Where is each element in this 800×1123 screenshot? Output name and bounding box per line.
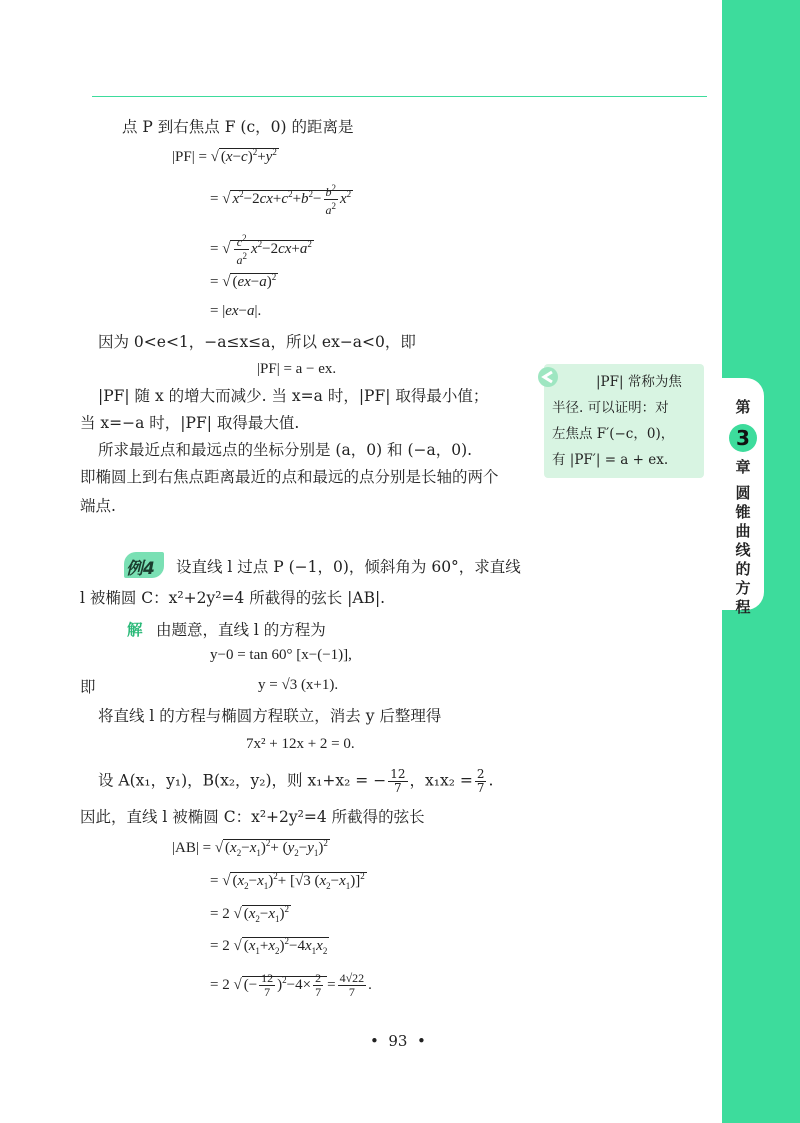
final-denominator: 7 [348, 985, 355, 999]
ab-frac-den-2: 7 [315, 985, 322, 999]
example-badge [124, 552, 164, 578]
equation-result: |PF| = a − ex. [257, 361, 337, 377]
note-line-3: 左焦点 F′(−c，0)， [552, 426, 675, 442]
equation-line-a: y−0 = tan 60° [x−(−1)], [210, 647, 352, 663]
chapter-tab-suffix: 章 [735, 458, 751, 476]
margin-note [544, 364, 704, 478]
quadratic-equation: 7x² + 12x + 2 = 0. [246, 736, 355, 752]
ab-frac-num-1: 12 [261, 971, 274, 985]
pf-lhs: |PF| = [172, 149, 207, 165]
equation-ab-3: = 2 √ $(x_2-x_1)^2$ [210, 904, 290, 924]
equation-line-b: y = √3 (x+1). [258, 677, 339, 693]
final-numerator: 4√22 [339, 971, 365, 985]
equation-pf-1: |PF| = √ $(x-c)^2+y^2$ [172, 147, 277, 165]
vieta-numerator-1: 12 [390, 767, 406, 781]
equation-ab-4: = 2 √ $(x_1+x_2)^2-4x_1x_2$ [210, 936, 328, 956]
solution-label: 解 [127, 620, 143, 639]
chapter-tab-prefix: 第 [735, 398, 751, 416]
equation-pf-5: = |ex−a|. [210, 303, 262, 319]
paragraph-2-line-2: 即椭圆上到右焦点距离最近的点和最远的点分别是长轴的两个 [80, 468, 499, 486]
chapter-title: 圆锥曲线的方程 [735, 484, 751, 616]
paragraph-1-line-1: |PF| 随 x 的增大而减少. 当 x=a 时，|PF| 取得最小值； [98, 387, 489, 405]
reason-line: 因为 0<e<1，−a≤x≤a，所以 ex−a<0，即 [98, 333, 416, 351]
paragraph-1-line-2: 当 x=−a 时，|PF| 取得最大值. [80, 414, 300, 432]
vieta-line: 设 A(x₁，y₁)，B(x₂，y₂)，则 x₁+x₂ = − $\frac{12}{7}$ ，x₁x₂ = $\frac{2}{7}$ . [98, 767, 494, 795]
vieta-denominator-2: 7 [476, 781, 485, 795]
note-line-1: |PF| 常称为焦 [596, 374, 682, 390]
paragraph-2-line-1: 所求最近点和最远点的坐标分别是 (a，0) 和 (−a，0). [98, 441, 473, 459]
ab-frac-num-2: 2 [315, 971, 322, 985]
ji-label: 即 [80, 678, 96, 696]
equation-ab-1: |AB| = √ $(x_2-x_1)^2+ (y_2-y_1)^2$ [172, 838, 328, 858]
vieta-denominator-1: 7 [394, 781, 402, 795]
example-label: 例4 [126, 559, 155, 579]
solution-line-1: 由题意，直线 l 的方程为 [156, 621, 326, 639]
text-line-1: 点 P 到右焦点 F (c，0) 的距离是 [122, 118, 354, 136]
example-line-1: 设直线 l 过点 P (−1，0)，倾斜角为 60°，求直线 [176, 558, 521, 576]
paragraph-2-line-3: 端点. [80, 497, 116, 515]
vieta-prefix: 设 A(x₁，y₁)，B(x₂，y₂)，则 x₁+x₂ = − [98, 771, 387, 790]
equation-pf-4: = √ $(ex-a)^2$ [210, 272, 277, 290]
page-number: • 93 • [370, 1032, 426, 1050]
note-arrow-icon [534, 366, 562, 388]
header-rule [92, 96, 707, 97]
ab-frac-den-1: 7 [264, 985, 271, 999]
equation-pf-2: = √ $x^2-2cx+c^2+b^2-$ $\frac{b^2}{a^2}$ $x^2$ [210, 183, 352, 217]
vieta-middle: ，x₁x₂ = [409, 771, 473, 790]
note-line-2: 半径. 可以证明：对 [552, 400, 669, 416]
page-number-value: 93 [388, 1032, 408, 1050]
ab-lhs: |AB| = [172, 840, 212, 856]
equation-pf-3: = √ $\frac{c^2}{a^2}$ $x^2-2cx+a^2$ [210, 233, 312, 267]
example-line-2: l 被椭圆 C：x²+2y²=4 所截得的弦长 |AB|. [80, 589, 386, 607]
chapter-number: 3 [729, 424, 757, 452]
equation-ab-5: = 2 √ (− $\frac{12}{7}$ )$^2$−4× $\frac{2}{7}$ = $\frac{4√22}{7}$ . [210, 971, 372, 999]
elimination-line: 将直线 l 的方程与椭圆方程联立，消去 y 后整理得 [98, 707, 442, 725]
therefore-line: 因此，直线 l 被椭圆 C：x²+2y²=4 所截得的弦长 [80, 808, 425, 826]
vieta-numerator-2: 2 [476, 767, 485, 781]
equation-ab-2: = √ $(x_2-x_1)^2+ [√3$ $(x_2-x_1)]^2$ [210, 871, 365, 891]
note-line-4: 有 |PF′| = a + ex. [552, 452, 669, 468]
